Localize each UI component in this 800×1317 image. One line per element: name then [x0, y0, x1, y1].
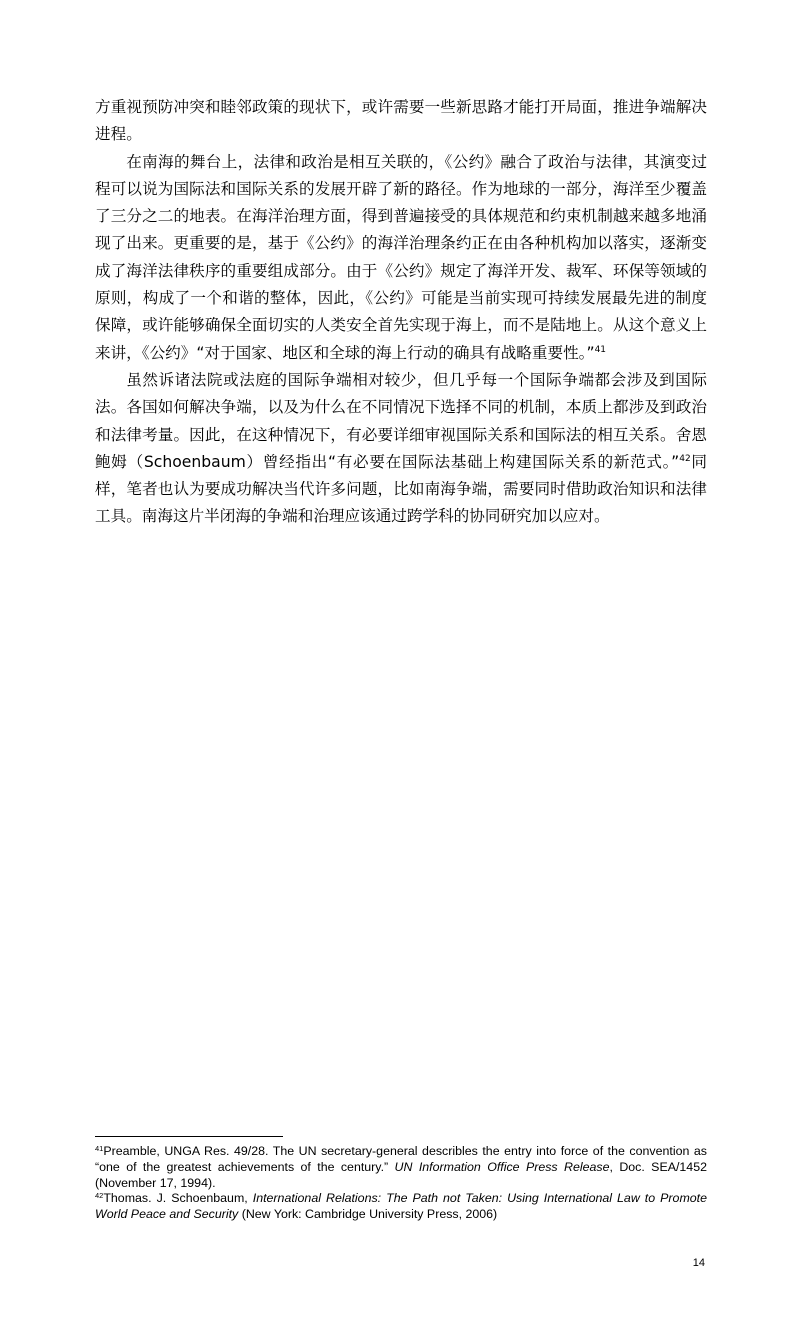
footnotes	[95, 1144, 707, 1223]
page-number: 14	[692, 1257, 705, 1269]
paragraph-3-text-a: 虽然诉诸法院或法庭的国际争端相对较少，但几乎每一个国际争端都会涉及到国际法。各国如何解决争端，以及为什么在不同情况下选择不同的机制，本质上都涉及到政治和法律考量。因此，在这种情况下，有必要详细审视国际关系和国际法的相互关系。舍恩鲍姆（Schoenbaum）曾经指出“有必要在国际法基础上构建国际关系的新范式。”	[95, 370, 707, 471]
footnote-42-italic: International Relations: The Path not Taken: Using International Law to Promote World Peace and Security	[95, 1191, 707, 1222]
paragraph-3-text-b: 同样，笔者也认为要成功解决当代许多问题，比如南海争端，需要同时借助政治知识和法律工具。南海这片半闭海的争端和治理应该通过跨学科的协同研究加以应对。	[95, 452, 707, 526]
paragraph-2-text: 在南海的舞台上，法律和政治是相互关联的，《公约》融合了政治与法律，其演变过程可以说为国际法和国际关系的发展开辟了新的路径。作为地球的一部分，海洋至少覆盖了三分之二的地表。在海洋治理方面，得到普遍接受的具体规范和约束机制越来越多地涌现了出来。更重要的是，基于《公约》的海洋治理条约正在由各种机构加以落实，逐渐变成了海洋法律秩序的重要组成部分。由于《公约》规定了海洋开发、裁军、环保等领域的原则，构成了一个和谐的整体，因此，《公约》可能是当前实现可持续发展最先进的制度保障，或许能够确保全面切实的人类安全首先实现于海上，而不是陆地上。从这个意义上来讲，《公约》“对于国家、地区和全球的海上行动的确具有战略重要性。”	[95, 152, 707, 362]
footnote-42-number: 42	[95, 1191, 104, 1201]
paragraph-3	[95, 367, 707, 531]
footnote-41-text-b: , Doc. SEA/1452 (November 17, 1994).	[95, 1159, 707, 1190]
footnote-42-text-b: (New York: Cambridge University Press, 2006)	[238, 1207, 498, 1222]
footnote-41-text-a: Preamble, UNGA Res. 49/28. The UN secretary-general describles the entry into force of the convention as “one of the greatest achievements of the century.”	[95, 1144, 707, 1174]
footnote-separator	[95, 1136, 283, 1137]
footnote-41	[95, 1144, 707, 1191]
footnote-41-number: 41	[95, 1144, 104, 1153]
footnote-42-text-a: Thomas. J. Schoenbaum,	[103, 1191, 253, 1206]
footnote-42	[95, 1191, 707, 1223]
footnote-41-italic: UN Information Office Press Release	[394, 1159, 610, 1174]
footnote-ref-41[interactable]: 41	[594, 344, 607, 355]
body-text	[95, 94, 707, 531]
paragraph-2	[95, 149, 707, 367]
paragraph-1: 方重视预防冲突和睦邻政策的现状下，或许需要一些新思路才能打开局面，推进争端解决进程。	[95, 98, 707, 144]
footnote-ref-42[interactable]: 42	[679, 453, 691, 464]
